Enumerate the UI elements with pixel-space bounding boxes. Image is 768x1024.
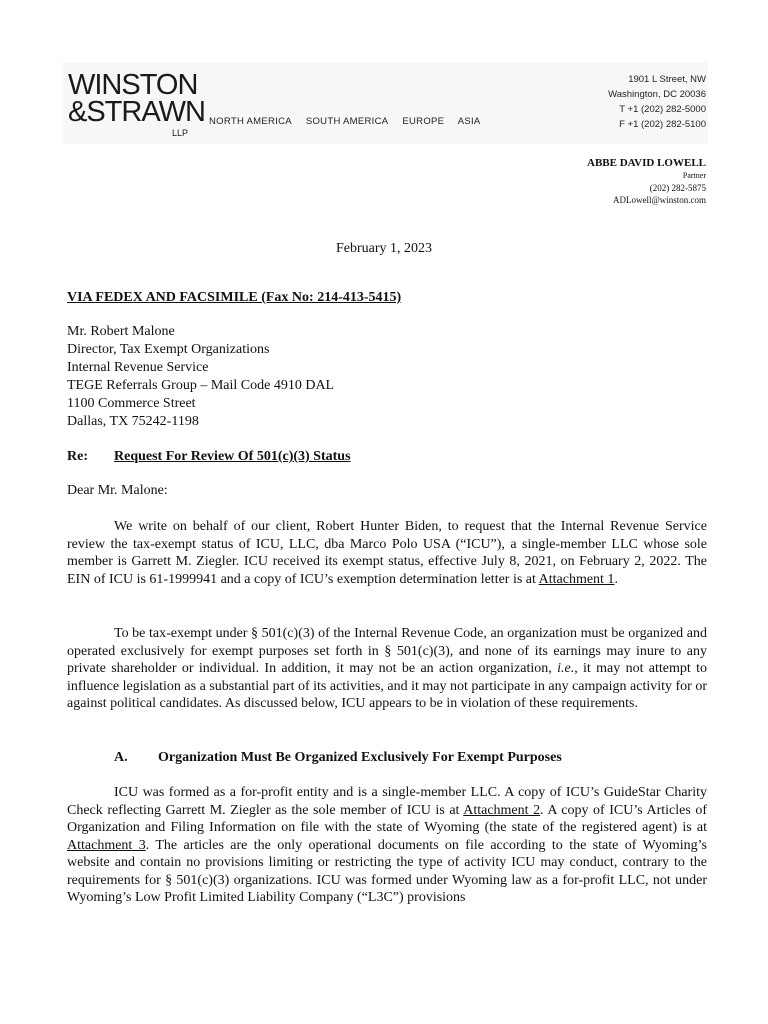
p3-text-3: . The articles are the only operational documents on file according to the state of Wyoming’s website and contain no provisions limiting or restricting the type of activity ICU may conduct, contrary to the requirements for § 501(c)(3) organizations. ICU was formed under Wyoming law as a for-profit LLC, not under Wyoming’s Low Profit Limited Liability Company (“L3C”) provisions [67, 837, 708, 905]
delivery-method: VIA FEDEX AND FACSIMILE (Fax No: 214-413-5415) [67, 290, 402, 305]
section-heading-a [114, 750, 562, 766]
region-item: NORTH AMERICA [209, 116, 292, 127]
region-item: ASIA [457, 116, 481, 127]
recipient-line: Director, Tax Exempt Organizations [67, 342, 270, 357]
recipient-address [67, 323, 334, 431]
logo-line-2: &STRAWN [68, 96, 205, 128]
attachment-3-reference: Attachment 3 [67, 837, 146, 853]
section-a-label: A. [114, 750, 128, 765]
salutation: Dear Mr. Malone: [67, 483, 168, 498]
logo-llp: LLP [172, 128, 189, 138]
letter-date: February 1, 2023 [335, 241, 433, 256]
re-subject: Request For Review Of 501(c)(3) Status [114, 449, 351, 464]
section-a-title: Organization Must Be Organized Exclusively For Exempt Purposes [158, 750, 562, 765]
recipient-line: Mr. Robert Malone [67, 324, 175, 339]
region-item: SOUTH AMERICA [305, 116, 389, 127]
attorney-name: ABBE DAVID LOWELL [587, 157, 706, 169]
attachment-2-reference: Attachment 2 [463, 802, 541, 818]
recipient-line: Internal Revenue Service [67, 360, 209, 375]
firm-address [608, 72, 706, 132]
p3-text-2: . A copy of ICU’s Articles of Organization and Filing Information on file with the state of Wyoming (the state of the registered agent) is at [67, 802, 707, 835]
body-paragraph-1 [67, 518, 707, 588]
address-line: Washington, DC 20036 [608, 89, 706, 100]
region-item: EUROPE [402, 116, 445, 127]
re-label: Re: [67, 449, 88, 464]
attorney-phone: (202) 282-5875 [649, 183, 706, 193]
p2-ie: i.e. [557, 661, 575, 676]
recipient-line: Dallas, TX 75242-1198 [67, 414, 199, 429]
body-paragraph-2 [67, 625, 707, 713]
logo-line-1: WINSTON [68, 69, 198, 101]
attachment-1-reference: Attachment 1 [538, 571, 615, 587]
address-phone: T +1 (202) 282-5000 [619, 104, 706, 115]
attorney-title: Partner [682, 171, 706, 180]
p2-text-1: To be tax-exempt under § 501(c)(3) of the Internal Revenue Code, an organization must be organized and operated exclusively for exempt purposes set forth in § 501(c)(3), and none of its earnings may inure to any private shareholder or individual. In addition, it may not be an action organization, [67, 626, 707, 676]
address-line: 1901 L Street, NW [628, 74, 706, 85]
recipient-line: 1100 Commerce Street [67, 396, 196, 411]
firm-regions [209, 116, 492, 127]
body-paragraph-3 [67, 784, 707, 907]
attorney-block [587, 156, 706, 206]
attorney-email: ADLowell@winston.com [612, 195, 706, 205]
p1-text: We write on behalf of our client, Robert Hunter Biden, to request that the Internal Revenue Service review the tax-exempt status of ICU, LLC, dba Marco Polo USA (“ICU”), a single-member LLC whose sole member is Garrett M. Ziegler. ICU received its exempt status, effective July 8, 2021, on February 2, 2022. The EIN of ICU is 61-1999941 and a copy of ICU’s exemption determination letter is at [67, 519, 707, 587]
p1-end: . [614, 571, 618, 587]
firm-logo [68, 69, 205, 138]
re-line [67, 449, 351, 465]
address-fax: F +1 (202) 282-5100 [619, 119, 706, 130]
p3-text-1: ICU was formed as a for-profit entity and is a single-member LLC. A copy of ICU’s GuideStar Charity Check reflecting Garrett M. Ziegler as the sole member of ICU is at [67, 785, 707, 818]
p2-text-2: , it may not attempt to influence legislation as a substantial part of its activities, and it may not participate in any campaign activity for or against political candidates. As discussed below, ICU appears to be in violation of these requirements. [67, 661, 708, 711]
recipient-line: TEGE Referrals Group – Mail Code 4910 DAL [67, 378, 335, 393]
